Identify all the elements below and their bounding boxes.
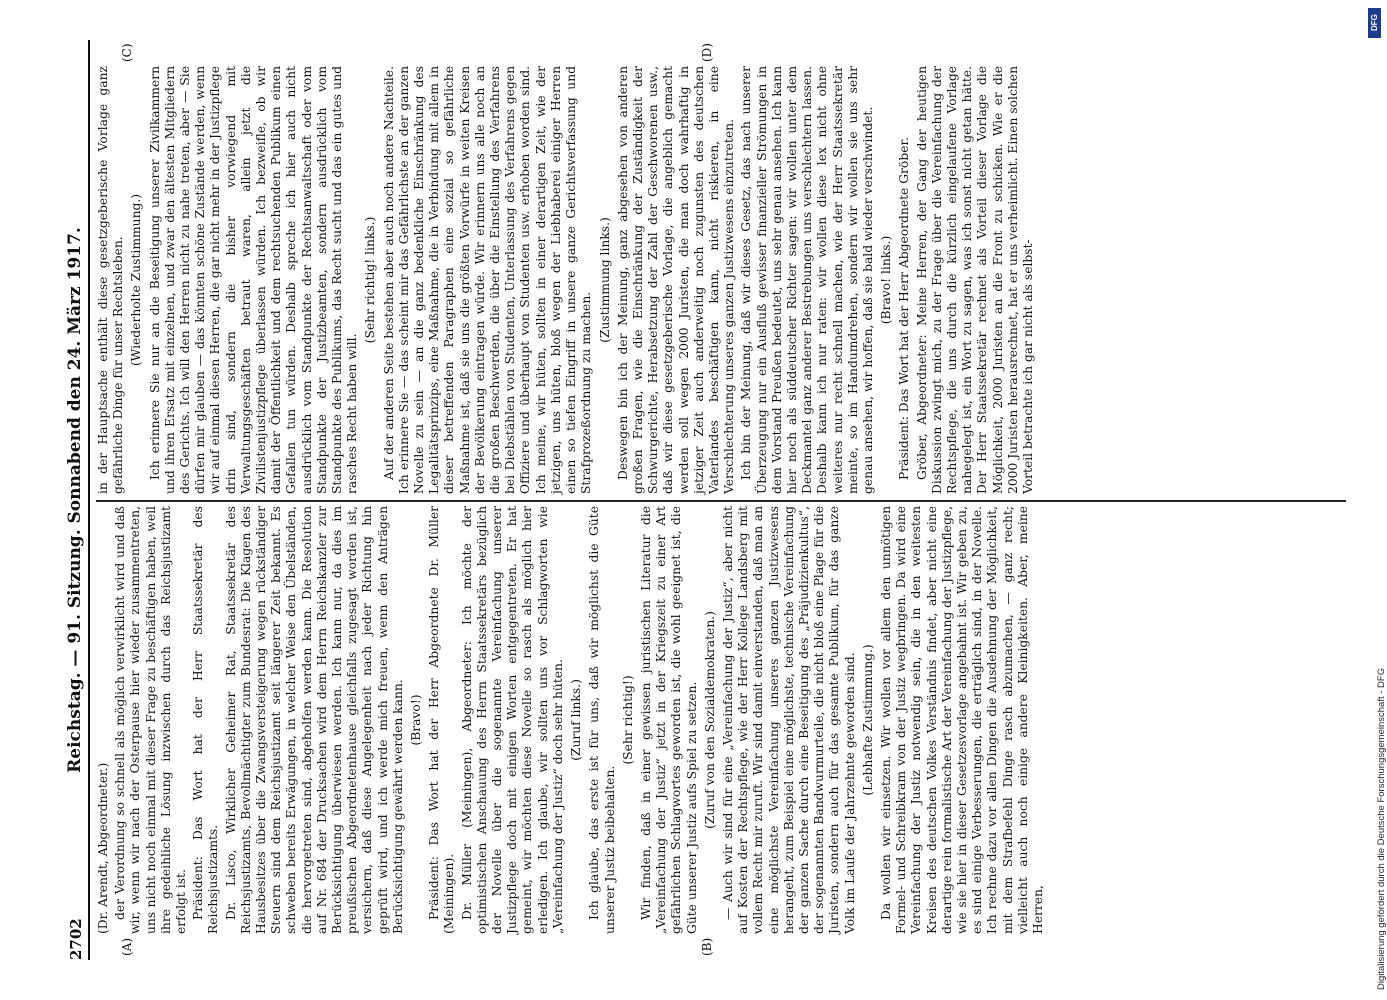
left-column-paragraph: (Bravo!) bbox=[409, 694, 424, 746]
margin-mark-b: (B) bbox=[700, 937, 714, 956]
column-divider bbox=[96, 501, 1346, 503]
left-column-paragraph: — Auch wir sind für eine „Vereinfachung der Justiz“, aber nicht auf Kosten der Rechtspflege, wie der Herr Kollege Landsberg mit vollem Recht mir zuruft. Wir sind damit einverstanden, daß man an eine möglichste Vereinfachung unseres ganzen Justizwesens herangeht, zum Beispiel eine möglichste, technische Vereinfachung der ganzen Sache durch eine Beseitigung des „Präjudizienkultus“, der sogenannten Bandwurmurteile, die nicht bloß eine Plage für die Juristen, sondern auch für das gesamte Publikum, für das ganze Volk im Laufe der Jahrzehnte geworden sind. bbox=[720, 506, 857, 934]
right-column-paragraph: Ich bin der Meinung, daß wir dieses Gesetz, das nach unserer Überzeugung nur ein Ausfluß gewisser finanzieller Strömungen in dem Vorstand Preußen bedeutet, uns sehr genau ansehen. Ich kann hier noch als süddeutscher Richter sagen: wir wollen unter dem Deckmantel ganz anderer Bestrebungen uns verschlechtern lassen. Deshalb kann ich nur raten: wir wollen diese lex nicht ohne weiteres nur recht schnell machen, wie der Herr Staatssekretär meinte, so im Handumdrehen, sondern wir wollen sie uns sehr genau ansehen, wir hoffen, daß sie bald wieder verschwindet. bbox=[739, 66, 875, 494]
right-column-paragraph: in der Hauptsache enthält diese gesetzgeberische Vorlage ganz gefährliche Dinge für unser Rechtsleben. bbox=[96, 66, 126, 494]
page-number: 2702 bbox=[67, 918, 85, 960]
left-column-paragraph: Wir finden, daß in einer gewissen juristischen Literatur die „Vereinfachung der Justiz“ jetzt in der Kriegszeit zu einer Art gefährlichen Schlagwortes geworden ist, die wohl geeignet ist, die Güte unserer Justiz aufs Spiel zu setzen. bbox=[638, 506, 699, 934]
left-column-paragraph: Dr. Müller (Meiningen), Abgeordneter: Ich möchte der optimistischen Anschauung des Herrn Staatssekretärs bezüglich der Novelle über die sogenannte Vereinfachung unserer Justizpflege doch mit einigen Worten entgegentreten. Er hat gemeint, wir möchten diese Novelle so rasch als möglich hier erledigen. Ich glaube, wir sollten uns vor Schlagworten wie „Vereinfachung der Justiz“ doch sehr hüten. bbox=[459, 506, 565, 934]
right-column-paragraph: Ich erinnere Sie nur an die Beseitigung unserer Zivilkammern und ihren Ersatz mit einzelnen, und zwar den ältesten Mitgliedern des Gerichts. Ich will den Herren nicht zu nahe treten, aber — Sie dürfen mir glauben — das könnten schöne Zustände werden, wenn wir auf einmal diesen Herren, die gar nicht mehr in der Justizpflege drin sind, sondern die bisher vorwiegend mit Verwaltungsgeschäften betraut waren, allein jetzt die Zivilistenjustizpflege überlassen würden. Ich bezweifle, ob wir damit der Öffentlichkeit und dem rechtsuchenden Publikum einen Gefallen tun würden. Deshalb spreche ich hier auch nicht ausdrücklich vom Standpunkte der Rechtsanwaltschaft oder vom Standpunkte der Justizbeamten, sondern ausdrücklich vom Standpunkte des Publikums, das Recht sucht und das ein gutes und rasches Recht haben will. bbox=[147, 66, 360, 494]
right-column-paragraph: Auf der anderen Seite bestehen aber auch noch andere Nachteile. Ich erinnere Sie — das scheint mir das Gefährlichste an der ganzen Novelle zu sein — an die ganz bedenkliche Einschränkung des Legalitätsprinzips, eine Maßnahme, die in Verbindung mit allem in dieser betreffenden Paragraphen eine sozial so gefährliche Maßnahme ist, daß sie uns die größten Vorwürfe in weiten Kreisen der Bevölkerung eintragen würde. Wir erinnern uns alle noch an die großen Beschwerden, die über die Einstellung des Verfahrens bei Diebstählen von Studenten, Unterlassung des Verfahrens gegen Offiziere und überhaupt von Studenten usw. erhoben worden sind. Ich meine, wir hüten, sollten in einer derartigen Zeit, wie der jetzigen, uns hüten, bloß wegen der Liebhaberei einiger Herren einen so tiefen Eingriff in unsere ganze Gerichtsverfassung und Strafprozeßordnung zu machen. bbox=[381, 66, 594, 494]
margin-mark-d: (D) bbox=[700, 43, 714, 62]
left-column-paragraph: Präsident: Das Wort hat der Herr Staatssekretär des Reichsjustizamts. bbox=[191, 506, 221, 934]
right-column-paragraph: Gröber, Abgeordneter: Meine Herren, der Gang der heutigen Diskussion zwingt mich, zu der Frage über die Vereinfachung der Rechtspflege, die uns durch die kürzlich eingelaufene Vorlage nahegelegt ist, ein Wort zu sagen, was ich sonst nicht getan hätte. Der Herr Staatssekretär rechnet als Vorteil dieser Vorlage die Möglichkeit, 2000 Juristen an die Front zu schicken. Wie er die 2000 Juristen herausrechnet, hat er uns verheimlicht. Einen solchen Vorteil betrachte ich gar nicht als selbst- bbox=[914, 66, 1035, 494]
left-column-paragraph: der Verordnung so schnell als möglich verwirklicht wird und daß wir, wenn wir nach der Osterpause hier wieder zusammentreten, uns nicht noch einmal mit dieser Frage zu beschäftigen haben, weil ihre gedeihliche Lösung inzwischen durch das Reichsjustizamt erfolgt ist. bbox=[113, 506, 189, 934]
left-text-column bbox=[96, 506, 1346, 934]
left-column-paragraph: (Sehr richtig!) bbox=[620, 675, 635, 765]
left-column-paragraph: Präsident: Das Wort hat der Herr Abgeordnete Dr. Müller (Meiningen). bbox=[427, 506, 457, 934]
page-title: Reichstag. — 91. Sitzung. Sonnabend den 24. März 1917. bbox=[65, 227, 85, 773]
left-column-paragraph: Da wollen wir einsetzen. Wir wollen vor allem den unnötigen Formel- und Schreibkram von der Justiz wegbringen. Da wird eine Vereinfachung der Justiz notwendig sein, die in den weitesten Kreisen des deutschen Volkes Verständnis findet, aber nicht eine derartige rein formalistische Art der Vereinfachung der Justizpflege, wie sie hier in dieser Gesetzesvorlage angebahnt ist. Wir geben zu, es sind einige Verbesserungen, die erträglich sind, in der Novelle. Ich rechne dazu vor allen Dingen die Ausdehnung der Möglichkeit, mit dem Strafbefehl Dinge rasch abzumachen, — ganz recht; vielleicht auch noch einige andere Kleinigkeiten. Aber, meine Herren, bbox=[878, 505, 1045, 934]
left-column-paragraph: (Zuruf von den Sozialdemokraten.) bbox=[702, 611, 717, 829]
left-column-paragraph: Dr. Lisco, Wirklicher Geheimer Rat, Staatssekretär des Reichsjustizamts, Bevollmächtigter zum Bundesrat: Die Klagen des Hausbesitzes über die Zwangsversteigerung wegen rückständiger Steuern sind dem Reichsjustizamt seit längerer Zeit bekannt. Es schweben bereits Erwägungen, in welcher Weise den Übelständen, die hervorgetreten sind, abgeholfen werden kann. Die Resolution auf Nr. 684 der Drucksachen wird dem Herrn Reichskanzler zur Berücksichtigung überwiesen werden. Ich kann nur, da dies im preußischen Abgeordnetenhause gleichfalls zugesagt worden ist, versichern, daß diese Angelegenheit nach jeder Richtung hin geprüft wird, und ich werde mich freuen, wenn den Anträgen Berücksichtigung gewährt werden kann. bbox=[223, 506, 405, 934]
left-column-paragraph: (Dr. Arendt, Abgeordneter.) bbox=[96, 762, 110, 934]
left-column-paragraph: (Zuruf links.) bbox=[569, 679, 584, 761]
right-column-paragraph: Präsident: Das Wort hat der Herr Abgeordnete Gröber. bbox=[897, 137, 912, 480]
right-column-paragraph: (Bravo! links.) bbox=[879, 235, 894, 325]
right-column-paragraph: Deswegen bin ich der Meinung, ganz abgesehen von anderen großen Fragen, wie die Einschränkung der Zuständigkeit der Schwurgerichte, Herabsetzung der Zahl der Geschworenen usw., daß wir diese gesetzgeberische Vorlage, die angeblich gemacht werden soll wegen 2000 Juristen, die man doch wahrhaftig in jetziger Zeit auch anderweitig noch zugunsten des deutschen Vaterlandes beschäftigen kann, nicht riskieren, in eine Verschlechterung unseres ganzen Justizwesens einzutreten. bbox=[615, 66, 737, 494]
digitization-credit: Digitalisierung gefördert durch die Deutsche Forschungsgemeinschaft - DFG bbox=[1376, 667, 1387, 990]
dfg-logo: DFG bbox=[1368, 8, 1381, 38]
right-column-paragraph: (Zustimmung links.) bbox=[597, 217, 612, 343]
right-column-paragraph: (Wiederholte Zustimmung.) bbox=[129, 193, 144, 367]
right-text-column bbox=[96, 66, 1346, 494]
margin-mark-a: (A) bbox=[120, 937, 134, 956]
left-column-paragraph: (Lebhafte Zustimmung.) bbox=[860, 644, 875, 796]
left-column-paragraph: Ich glaube, das erste ist für uns, daß wir möglichst die Güte unserer Justiz beibehalten. bbox=[587, 506, 617, 934]
margin-mark-c: (C) bbox=[120, 43, 134, 62]
page-header bbox=[58, 40, 90, 960]
right-column-paragraph: (Sehr richtig! links.) bbox=[363, 216, 378, 344]
